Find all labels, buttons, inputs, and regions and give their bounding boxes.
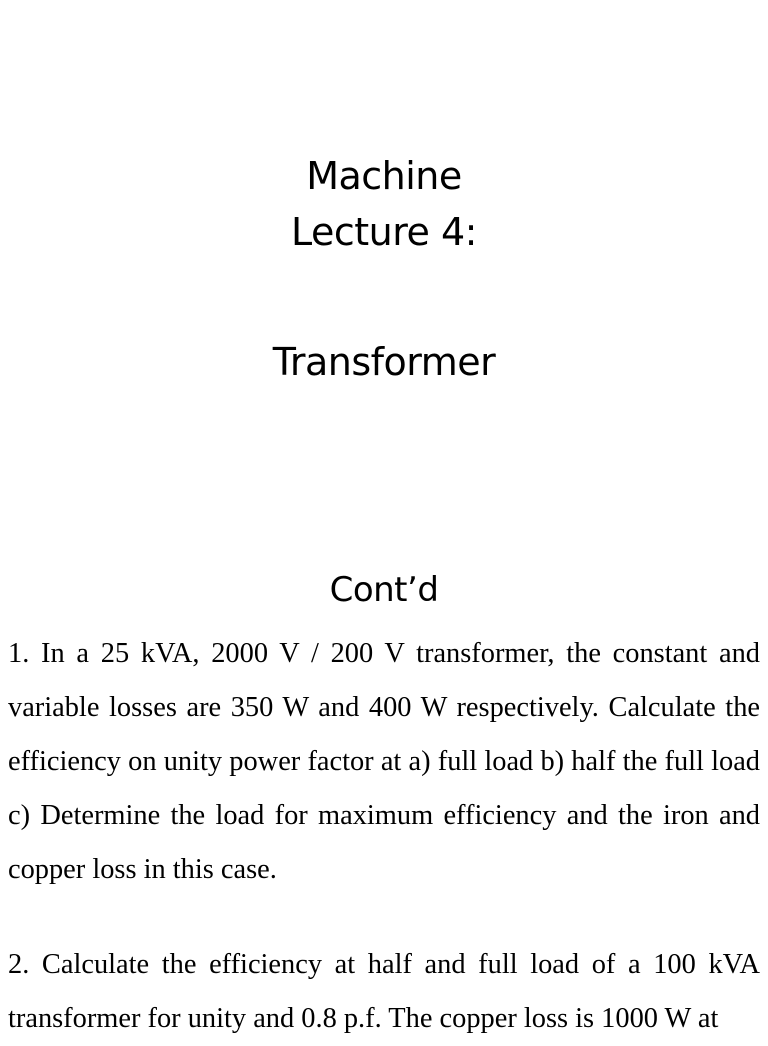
title-line-lecture: Lecture 4: (291, 210, 477, 254)
slide-title (0, 148, 768, 260)
slide-subtitle: Transformer (272, 340, 496, 384)
question-2: 2. Calculate the efficiency at half and full load of a 100 kVA transformer for unity and 0.8 p.f. The copper loss is 1000 W at (8, 949, 760, 1034)
title-line-machine: Machine (306, 154, 462, 198)
question-1: 1. In a 25 kVA, 2000 V / 200 V transformer, the constant and variable losses are 350 W and 400 W respectively. Calculate the efficiency on unity power factor at a) full load b) half the full load c) Determine the load for maximum efficiency and the iron and copper loss in this case. (8, 638, 760, 885)
section-heading: Cont’d (329, 570, 439, 610)
